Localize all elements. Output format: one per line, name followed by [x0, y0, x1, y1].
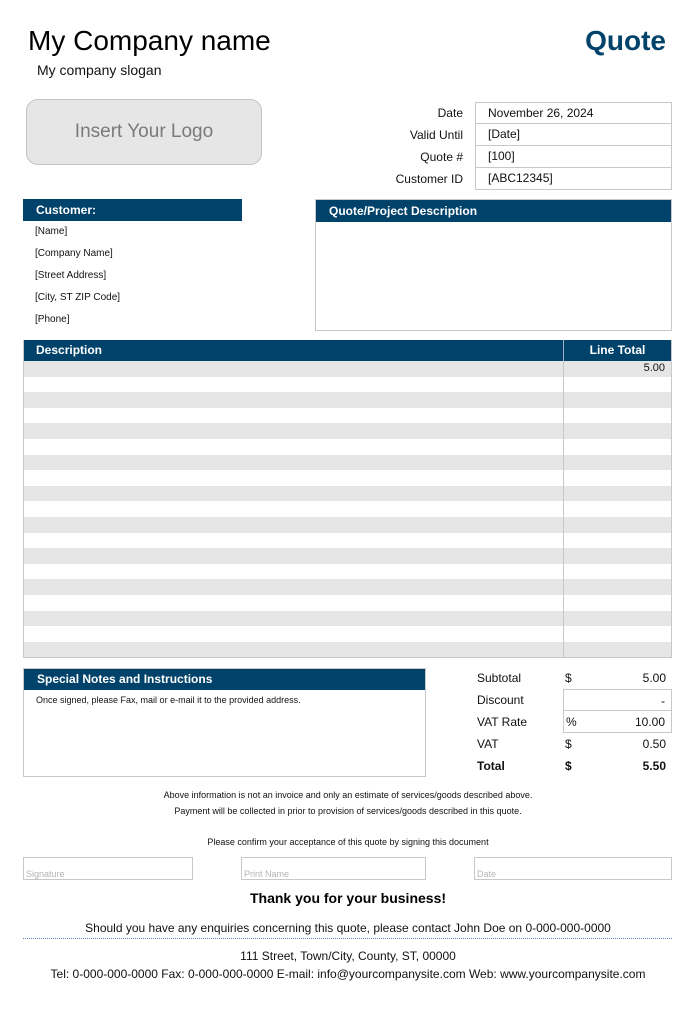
line-total-cell[interactable]	[563, 626, 671, 642]
description-cell[interactable]	[24, 548, 563, 564]
table-row	[24, 579, 671, 595]
disclaimer-line-2: Payment will be collected in prior to provision of services/goods described in this quote.	[174, 806, 522, 816]
discount-label: Discount	[477, 693, 524, 707]
currency-symbol: $	[565, 759, 572, 773]
line-total-cell[interactable]	[563, 392, 671, 408]
description-cell[interactable]	[24, 423, 563, 439]
date-field[interactable]: November 26, 2024	[475, 102, 672, 124]
table-row	[24, 533, 671, 549]
table-row	[24, 564, 671, 580]
table-row	[24, 470, 671, 486]
description-cell[interactable]	[24, 470, 563, 486]
discount-field[interactable]	[563, 689, 672, 711]
table-row	[24, 377, 671, 393]
description-cell[interactable]	[24, 501, 563, 517]
disclaimer-line-1: Above information is not an invoice and only an estimate of services/goods described above.	[163, 790, 533, 800]
table-row	[24, 408, 671, 424]
customer-phone-field[interactable]: [Phone]	[35, 314, 70, 325]
table-row	[24, 548, 671, 564]
vat-label: VAT	[477, 737, 499, 751]
vat-row	[477, 733, 672, 755]
valid-until-field[interactable]: [Date]	[475, 124, 672, 146]
customer-street-field[interactable]: [Street Address]	[35, 270, 107, 281]
vat-rate-value: 10.00	[634, 715, 665, 729]
table-row	[24, 423, 671, 439]
description-cell[interactable]	[24, 611, 563, 627]
vat-rate-label: VAT Rate	[477, 715, 528, 729]
description-cell[interactable]	[24, 642, 563, 658]
meta-label: Valid Until	[409, 128, 463, 142]
discount-value: -	[661, 694, 665, 708]
line-total-cell[interactable]	[563, 564, 671, 580]
table-row	[24, 595, 671, 611]
signature-field[interactable]: Signature	[23, 857, 193, 880]
table-row	[24, 486, 671, 502]
table-body	[24, 361, 671, 657]
currency-symbol: $	[565, 737, 572, 751]
line-total-cell[interactable]	[563, 595, 671, 611]
line-total-cell[interactable]	[563, 642, 671, 658]
acceptance-prompt: Please confirm your acceptance of this quote by signing this document	[207, 837, 489, 847]
percent-symbol: %	[566, 715, 577, 729]
company-name: My Company name	[28, 25, 271, 56]
description-cell[interactable]	[24, 392, 563, 408]
line-total-cell[interactable]: 5.00	[563, 361, 671, 377]
line-total-cell[interactable]	[563, 533, 671, 549]
quote-meta	[376, 102, 672, 190]
description-cell[interactable]	[24, 626, 563, 642]
line-total-cell[interactable]	[563, 486, 671, 502]
table-header	[24, 340, 671, 361]
table-row	[24, 611, 671, 627]
subtotal-value: 5.00	[642, 671, 666, 685]
line-total-cell[interactable]	[563, 439, 671, 455]
line-total-cell[interactable]	[563, 455, 671, 471]
meta-label: Quote #	[420, 150, 463, 164]
description-cell[interactable]	[24, 455, 563, 471]
special-notes-box	[23, 668, 426, 777]
meta-label: Date	[437, 106, 463, 120]
special-notes-text[interactable]: Once signed, please Fax, mail or e-mail it to the provided address.	[36, 695, 301, 705]
vat-value: 0.50	[642, 737, 666, 751]
table-row	[24, 501, 671, 517]
street-address: 111 Street, Town/City, County, ST, 00000	[240, 949, 456, 963]
line-total-cell[interactable]	[563, 423, 671, 439]
discount-symbol	[566, 690, 606, 710]
description-cell[interactable]	[24, 517, 563, 533]
description-cell[interactable]	[24, 439, 563, 455]
line-total-cell[interactable]	[563, 548, 671, 564]
logo-placeholder-label: Insert Your Logo	[74, 121, 214, 142]
description-cell[interactable]	[24, 377, 563, 393]
line-total-cell[interactable]	[563, 501, 671, 517]
quote-number-field[interactable]: [100]	[475, 146, 672, 168]
line-total-cell[interactable]	[563, 408, 671, 424]
company-address	[0, 947, 696, 983]
description-cell[interactable]	[24, 533, 563, 549]
table-row	[24, 439, 671, 455]
column-header-line-total: Line Total	[563, 340, 671, 361]
description-cell[interactable]	[24, 564, 563, 580]
line-total-cell[interactable]	[563, 611, 671, 627]
vat-rate-field[interactable]	[563, 711, 672, 733]
total-value: 5.50	[642, 759, 666, 773]
project-description-field[interactable]	[316, 222, 671, 330]
table-row	[24, 517, 671, 533]
description-cell[interactable]	[24, 595, 563, 611]
line-total-cell[interactable]	[563, 579, 671, 595]
discount-row	[477, 689, 672, 711]
print-name-field[interactable]: Print Name	[241, 857, 426, 880]
thank-you-message: Thank you for your business!	[249, 890, 447, 906]
description-cell[interactable]	[24, 486, 563, 502]
special-notes-heading: Special Notes and Instructions	[24, 669, 425, 690]
table-row	[24, 392, 671, 408]
description-cell[interactable]	[24, 408, 563, 424]
table-row	[24, 455, 671, 471]
customer-city-field[interactable]: [City, ST ZIP Code]	[35, 292, 121, 303]
total-label: Total	[477, 759, 505, 773]
table-row	[24, 626, 671, 642]
line-total-cell[interactable]	[563, 377, 671, 393]
customer-company-field[interactable]: [Company Name]	[35, 248, 113, 259]
sign-date-field[interactable]: Date	[474, 857, 672, 880]
customer-name-field[interactable]: [Name]	[35, 226, 68, 237]
meta-label: Customer ID	[395, 172, 463, 186]
subtotal-row	[477, 667, 672, 689]
document-title: Quote	[585, 25, 666, 56]
meta-row-customer-id	[376, 168, 672, 190]
table-row	[24, 361, 671, 377]
logo-placeholder[interactable]	[26, 99, 262, 165]
footer-divider	[23, 938, 672, 939]
vat-rate-row	[477, 711, 672, 733]
description-cell[interactable]	[24, 579, 563, 595]
line-items-table	[23, 340, 672, 658]
customer-details	[35, 222, 120, 332]
project-description-heading: Quote/Project Description	[316, 200, 671, 222]
line-total-cell[interactable]	[563, 470, 671, 486]
line-total-cell[interactable]	[563, 517, 671, 533]
meta-row-valid-until	[376, 124, 672, 146]
customer-heading: Customer:	[23, 199, 242, 221]
project-description-box	[315, 199, 672, 331]
enquiry-contact: Should you have any enquiries concerning this quote, please contact John Doe on 0-000-000-0000	[85, 921, 611, 935]
meta-row-quote-number	[376, 146, 672, 168]
description-cell[interactable]	[24, 361, 563, 377]
contact-details: Tel: 0-000-000-0000 Fax: 0-000-000-0000 E-mail: info@yourcompanysite.com Web: www.yourcompanysite.com	[50, 967, 646, 981]
table-row	[24, 642, 671, 658]
subtotal-label: Subtotal	[477, 671, 522, 685]
meta-row-date	[376, 102, 672, 124]
company-slogan: My company slogan	[37, 62, 162, 78]
column-header-description: Description	[36, 343, 103, 357]
total-row	[477, 755, 672, 777]
currency-symbol: $	[565, 671, 572, 685]
totals-summary	[477, 667, 672, 777]
customer-id-field[interactable]: [ABC12345]	[475, 168, 672, 190]
